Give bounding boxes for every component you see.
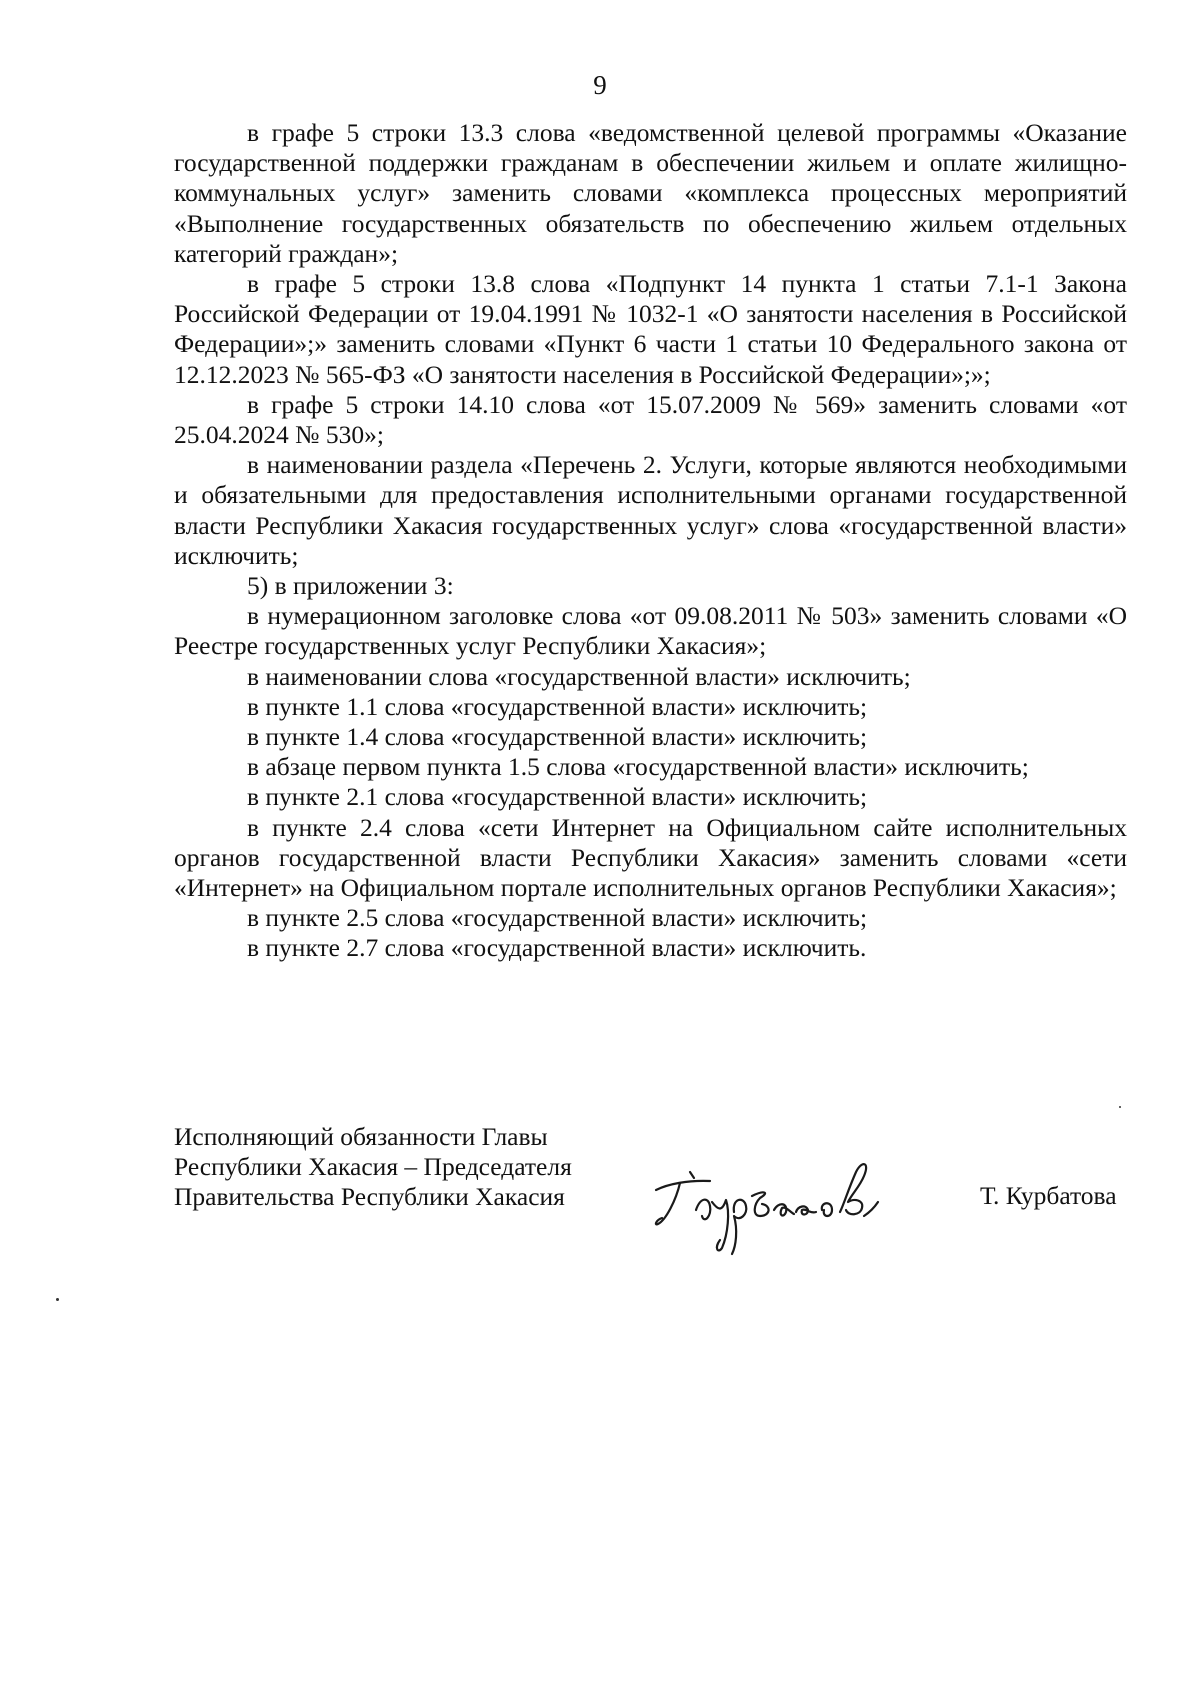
document-body [174, 118, 1127, 964]
scan-speck [1119, 1106, 1121, 1108]
scan-speck [56, 1298, 59, 1301]
paragraph: в абзаце первом пункта 1.5 слова «государственной власти» исключить; [247, 752, 1029, 782]
paragraph: в пункте 2.5 слова «государственной власти» исключить; [247, 903, 868, 933]
paragraph: в графе 5 строки 14.10 слова «от 15.07.2009 № 569» заменить словами «от 25.04.2024 № 530»; [174, 389, 1127, 450]
paragraph: в нумерационном заголовке слова «от 09.08.2011 № 503» заменить словами «О Реестре государственных услуг Республики Хакасия»; [174, 601, 1127, 661]
position-line: Исполняющий обязанности Главы [174, 1122, 548, 1151]
signatory-name: Т. Курбатова [980, 1181, 1117, 1210]
paragraph: 5) в приложении 3: [247, 571, 454, 601]
paragraph: в пункте 1.1 слова «государственной власти» исключить; [247, 691, 868, 721]
paragraph: в пункте 2.7 слова «государственной власти» исключить. [247, 933, 867, 963]
signatory-position [174, 1122, 572, 1213]
handwritten-signature [648, 1150, 908, 1265]
paragraph: в наименовании слова «государственной власти» исключить; [247, 661, 911, 691]
position-line: Республики Хакасия – Председателя [174, 1152, 572, 1182]
paragraph: в графе 5 строки 13.3 слова «ведомственной целевой программы «Оказание государственной поддержки гражданам в обеспечении жильем и оплате жилищно-коммунальных услуг» заменить словами «комплекса процессных мероприятий «Выполнение государственных обязательств по обеспечению жильем отдельных категорий граждан»; [174, 118, 1127, 268]
paragraph: в пункте 2.1 слова «государственной власти» исключить; [247, 782, 868, 812]
paragraph: в графе 5 строки 13.8 слова «Подпункт 14 пункта 1 статьи 7.1-1 Закона Российской Федерации от 19.04.1991 № 1032-1 «О занятости населения в Российской Федерации»;» заменить словами «Пункт 6 части 1 статьи 10 Федерального закона от 12.12.2023 № 565-ФЗ «О занятости населения в Российской Федерации»;»; [174, 269, 1127, 389]
page-number: 9 [593, 70, 607, 100]
position-line: Правительства Республики Хакасия [174, 1182, 565, 1212]
paragraph: в наименовании раздела «Перечень 2. Услуги, которые являются необходимыми и обязательными для предоставления исполнительными органами государственной власти Республики Хакасия государственных услуг» слова «государственной власти» исключить; [174, 450, 1127, 570]
paragraph: в пункте 2.4 слова «сети Интернет на Официальном сайте исполнительных органов государственной власти Республики Хакасия» заменить словами «сети «Интернет» на Официальном портале исполнительных органов Республики Хакасия»; [174, 812, 1127, 903]
paragraph: в пункте 1.4 слова «государственной власти» исключить; [247, 722, 868, 752]
